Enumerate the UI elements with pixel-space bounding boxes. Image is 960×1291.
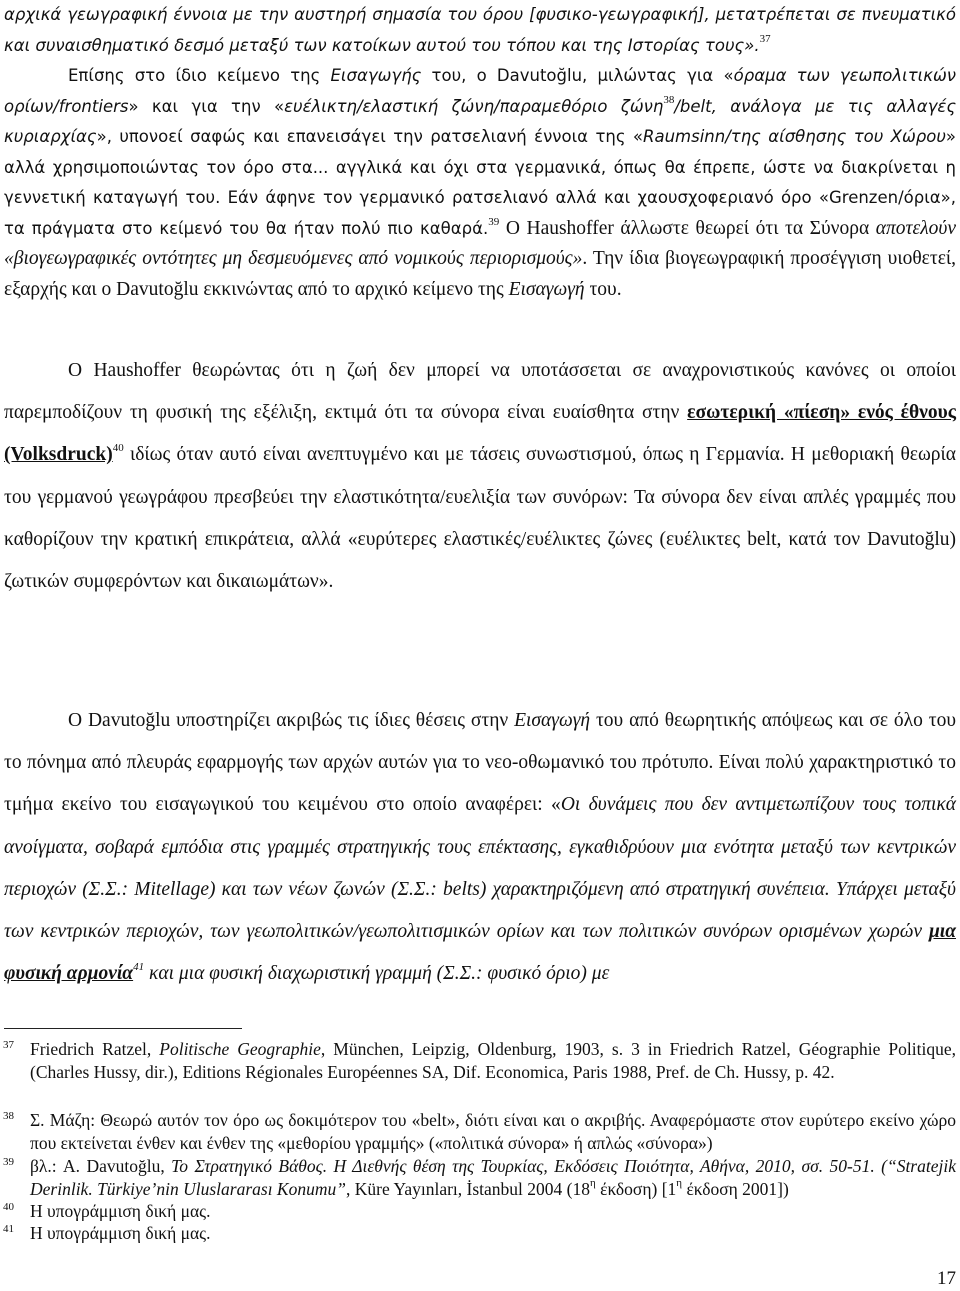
text-run: Εισαγωγή [508, 278, 585, 300]
text-run: Ο Davutoğlu υποστηρίζει ακριβώς τις ίδιες θέσεις στην [68, 710, 515, 731]
text-run: του από θεωρητικής απόψεως και σε όλο του το πόνημα από πλευράς εφαρμογής των αρχών αυτών για το νεο-οθωμανικό του πρότυπο. Είναι πολύ χαρακτηριστικό το τμήμα εκείνο του εισαγωγικού του κειμένου στο οποίο αναφέρει: « [4, 710, 956, 816]
text-run: Politische Geographie [159, 1039, 321, 1059]
text-run: του, ο Davutoğlu, μιλώντας για « [421, 66, 734, 85]
text-run: Raumsinn/της αίσθησης του Χώρου [643, 127, 946, 146]
text-run: Ο Haushoffer θεωρώντας ότι η ζωή δεν μπορεί να υποτάσσεται σε αναχρονιστικούς κανόνες οι οποίοι παρεμποδίζουν τη φυσική της εξέλιξη, εκτιμά ότι τα σύνορα είναι ευαίσθητα στην [4, 360, 956, 424]
text-run: Friedrich Ratzel, [30, 1039, 160, 1059]
text-run: Το Στρατηγικό Βάθος. Η Διεθνής θέση της Τουρκίας, Εκδόσεις Ποιότητα, Αθήνα, 2010, σσ. 50-51. (“Stratejik Derinlik. Türkiye’nin Uluslararası Konumu” [30, 1156, 956, 1199]
footnote-number: 41 [3, 1223, 14, 1235]
text-run: /belt, ανάλογα με τις αλλαγές κυριαρχίας [4, 96, 956, 146]
footnote-number: 39 [3, 1156, 14, 1168]
text-run: » και για την « [128, 96, 285, 116]
footnote-37 [3, 1038, 957, 1083]
page-number: 17 [937, 1268, 956, 1289]
footnote-number: 37 [3, 1039, 14, 1051]
footnote-ref-41[interactable]: 41 [133, 961, 145, 974]
footnote-40 [3, 1200, 956, 1223]
text-run: βλ.: A. Davutoğlu, [30, 1156, 172, 1176]
superscript: η [590, 1176, 596, 1189]
paragraph-volksdruck [4, 350, 956, 603]
underlined-emphasis: μια φυσική αρμονία [4, 921, 956, 985]
footnote-ref-38[interactable]: 38 [663, 93, 675, 106]
text-run: , Küre Yayınları, İstanbul 2004 (18 [345, 1178, 590, 1199]
superscript: η [676, 1176, 683, 1189]
text-run: Ο Haushoffer άλλωστε θεωρεί ότι τα Σύνορα [499, 217, 876, 239]
text-run: αποτελούν «βιογεωγραφικές οντότητες μη δεσμευόμενες από νομικούς περιορισμούς» [4, 217, 957, 269]
footnote-ref-40[interactable]: 40 [112, 442, 124, 455]
text-run: έκδοση 2001]) [682, 1178, 789, 1199]
footnote-ref-37[interactable]: 37 [759, 32, 771, 45]
text-run: αρχικά γεωγραφική έννοια με την αυστηρή σημασία του όρου [φυσικο-γεωγραφική], μετατρέπεται σε πνευματικό και συναισθηματικό δεσμό μεταξύ των κατοίκων αυτού του τόπου και της Ιστορίας τους». [4, 5, 956, 55]
text-run: Εισαγωγής [330, 66, 422, 85]
text-run: », υπονοεί σαφώς και επανεισάγει την ρατσελιανή έννοια της « [96, 127, 644, 146]
footnote-39 [3, 1155, 956, 1200]
text-run: και μια φυσική διαχωριστική γραμμή (Σ.Σ.: φυσικό όριο) με [144, 963, 610, 985]
text-run: ιδίως όταν αυτό είναι ανεπτυγμένο και με τάσεις συνωστισμού, όπως η Γερμανία. Η μεθοριακή θεωρία του γερμανού γεωγράφου πρεσβεύει την ελαστικότητα/ευελιξία των συνόρων: Τα σύνορα δεν είναι απλές γραμμές που καθορίζουν την κρατική επικράτεια, αλλά «ευρύτερες ελαστικές/ευέλικτες ζώνες (ευέλικτες belt, κατά τον Davutoğlu) ζωτικών συμφερόντων και δικαιωμάτων». [4, 444, 956, 593]
text-run: Οι δυνάμεις που δεν αντιμετωπίζουν τους τοπικά ανοίγματα, σοβαρά εμπόδια στις γραμμές στρατηγικής τους επέκτασης, εγκαθιδρύουν μια ενότητα μεταξύ των κεντρικών περιοχών (Σ.Σ.: Mitellage) και των νέων ζωνών (Σ.Σ.: belts) χαρακτηριζόμενη από στρατηγική συνέπεια. Υπάρχει μεταξύ των κεντρικών περιοχών, των γεωπολιτικών/γεωπολιτισμικών ορίων και των πολιτικών συνόρων ορισμένων χωρών [4, 794, 957, 943]
text-run: Η υπογράμμιση δική μας. [30, 1223, 211, 1243]
paragraph-quote [4, 700, 956, 995]
text-run: ευέλικτη/ελαστική ζώνη/παραμεθόριο ζώνη [284, 96, 664, 116]
text-run: » αλλά χρησιμοποιώντας τον όρο στα... αγγλικά και όχι στα γερμανικά, όπως θα έπρεπε, ώστε να διακρίνεται η γεννετική καταγωγή του. Εάν άφηνε τον γερμανικό ρατσελιανό αλλά και χαουσχοφεριανό όρο «Grenzen/όρια», τα πράγματα στο κείμενό του θα ήταν πολύ πιο καθαρά. [4, 127, 957, 238]
text-run: του. [584, 278, 622, 300]
footnote-ref-39[interactable]: 39 [488, 215, 500, 228]
text-run: . Την ίδια βιογεωγραφική προσέγγιση υιοθετεί, εξαρχής και ο Davutoğlu εκκινώντας από το αρχικό κείμενο της [4, 248, 957, 300]
footnote-38 [3, 1109, 956, 1154]
underlined-emphasis: εσωτερική «πίεση» ενός έθνους (Volksdruck) [4, 402, 956, 466]
text-run: , München, Leipzig, Oldenburg, 1903, s. 3 in Friedrich Ratzel, Géographie Politique, (Charles Hussy, dir.), Editions Régionales Européennes SA, Dif. Economica, Paris 1988, Pref. de Ch. Hussy, p. 42. [30, 1039, 957, 1082]
text-run: έκδοση) [1 [595, 1178, 677, 1199]
text-run: Σ. Μάζη: Θεωρώ αυτόν τον όρο ως δοκιμότερον του «belt», διότι είναι και ο ακριβής. Αναφερόμαστε στον ευρύτερο εκείνο χώρο που εκτείνεται ένθεν και ένθεν της «μεθορίου γραμμής» («πολιτικά σύνορα» ή απλώς «σύνορα») [30, 1110, 956, 1153]
paragraph-haushoffer-davutoglu [4, 0, 956, 305]
footnote-separator [4, 1028, 242, 1029]
footnote-number: 40 [3, 1201, 14, 1213]
text-run: Επίσης στο ίδιο κείμενο της [68, 66, 331, 85]
text-run: Η υπογράμμιση δική μας. [30, 1201, 211, 1221]
footnote-number: 38 [3, 1110, 14, 1122]
text-run: όραμα των γεωπολιτικών ορίων/frontiers [4, 66, 956, 116]
footnote-41 [3, 1222, 956, 1245]
text-run: Εισαγωγή [514, 710, 591, 731]
